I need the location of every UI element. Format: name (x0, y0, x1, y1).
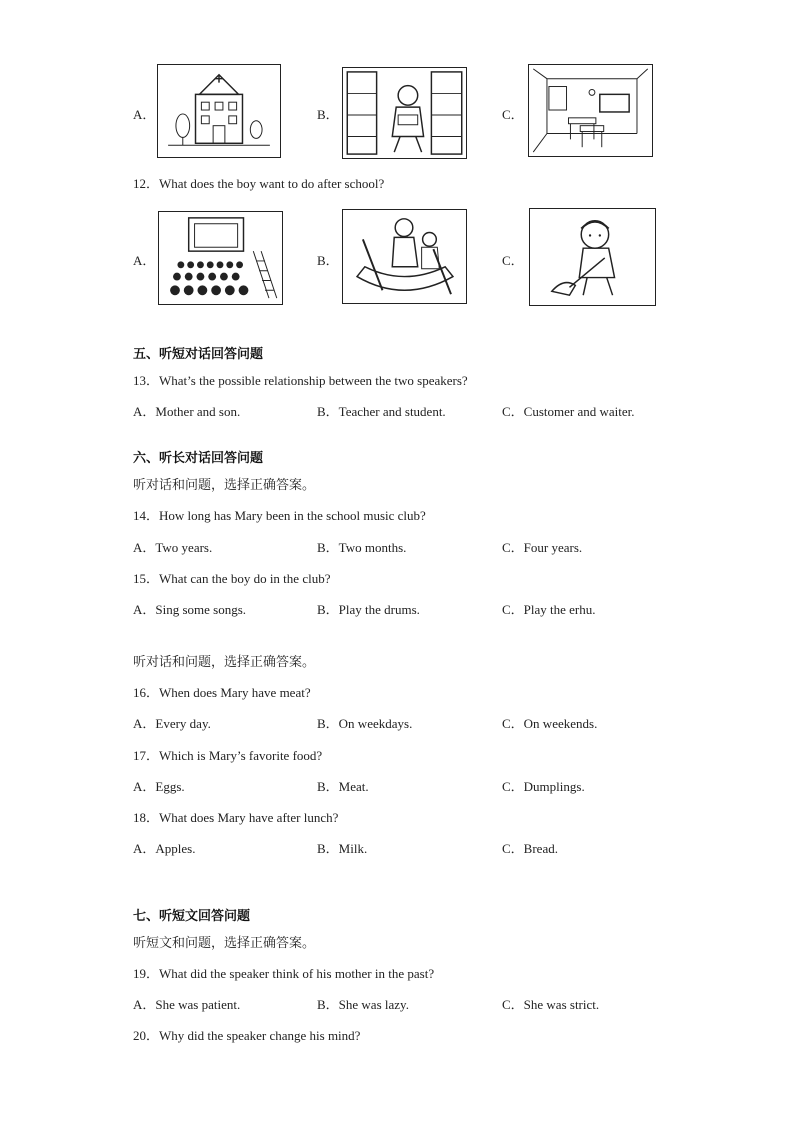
section-seven-title: 七、听短文回答问题 (133, 909, 251, 924)
question-19: 19．What did the speaker think of his mother in the past? (133, 966, 435, 981)
question-16: 16．When does Mary have meat? (133, 685, 311, 700)
option-c[interactable]: C．Dumplings. (502, 779, 585, 794)
question-13: 13．What’s the possible relationship between the two speakers? (133, 373, 468, 388)
option-a[interactable]: A．Two years. (133, 540, 213, 555)
option-b[interactable]: B．Meat. (317, 779, 369, 794)
option-label-b: B． (317, 253, 339, 268)
option-a[interactable]: A．Eggs. (133, 779, 185, 794)
option-b[interactable]: B．On weekdays. (317, 716, 413, 731)
question-17: 17．Which is Mary’s favorite food? (133, 748, 323, 763)
instruction: 听短文和问题，选择正确答案。 (133, 936, 316, 951)
cinema-icon[interactable] (158, 211, 283, 305)
option-b[interactable]: B．Milk. (317, 841, 368, 856)
sweeping-icon[interactable] (529, 208, 656, 306)
option-b[interactable]: B．She was lazy. (317, 997, 409, 1012)
option-b[interactable]: B．Teacher and student. (317, 404, 446, 419)
option-b[interactable]: B．Two months. (317, 540, 407, 555)
option-a[interactable]: A．Every day. (133, 716, 211, 731)
question-18: 18．What does Mary have after lunch? (133, 810, 339, 825)
section-six-title: 六、听长对话回答问题 (133, 451, 264, 466)
option-c[interactable]: C．Customer and waiter. (502, 404, 635, 419)
question-12: 12．What does the boy want to do after school? (133, 176, 385, 191)
option-c[interactable]: C．On weekends. (502, 716, 598, 731)
option-a[interactable]: A．Sing some songs. (133, 602, 247, 617)
option-c[interactable]: C．Four years. (502, 540, 583, 555)
option-a[interactable]: A．Mother and son. (133, 404, 241, 419)
option-label-b: B． (317, 107, 339, 122)
option-label-c: C． (502, 253, 524, 268)
option-label-a: A． (133, 253, 156, 268)
option-label-c: C． (502, 107, 524, 122)
option-a[interactable]: A．She was patient. (133, 997, 241, 1012)
question-20: 20．Why did the speaker change his mind? (133, 1028, 361, 1043)
boating-icon[interactable] (342, 209, 467, 304)
instruction: 听对话和问题，选择正确答案。 (133, 478, 316, 493)
section-five-title: 五、听短对话回答问题 (133, 347, 264, 362)
classroom-icon[interactable] (528, 64, 653, 157)
option-a[interactable]: A．Apples. (133, 841, 196, 856)
option-label-a: A． (133, 107, 156, 122)
option-c[interactable]: C．Play the erhu. (502, 602, 596, 617)
question-14: 14．How long has Mary been in the school music club? (133, 508, 426, 523)
option-c[interactable]: C．Bread. (502, 841, 558, 856)
hospital-icon[interactable] (157, 64, 281, 158)
library-icon[interactable] (342, 67, 467, 159)
question-15: 15．What can the boy do in the club? (133, 571, 331, 586)
instruction: 听对话和问题，选择正确答案。 (133, 655, 316, 670)
option-b[interactable]: B．Play the drums. (317, 602, 420, 617)
option-c[interactable]: C．She was strict. (502, 997, 600, 1012)
